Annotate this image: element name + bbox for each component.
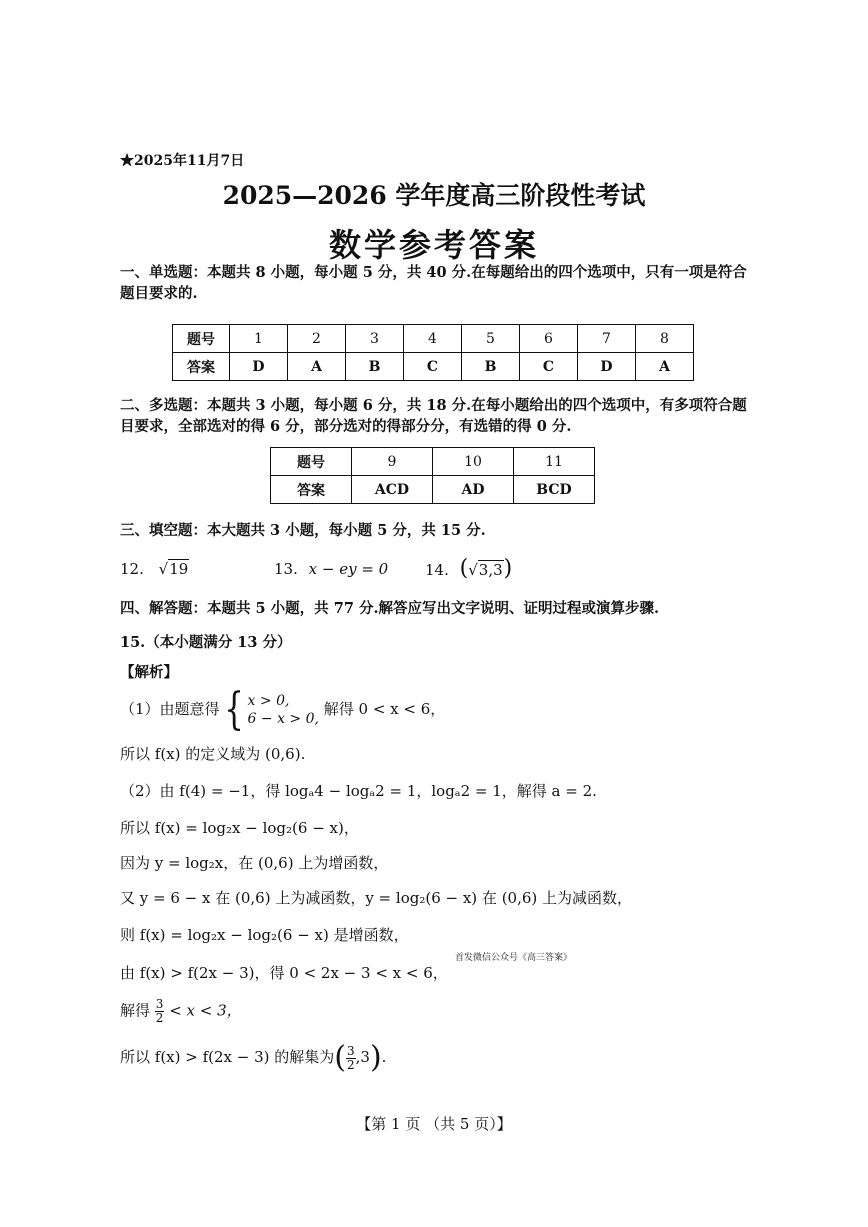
table-cell: B xyxy=(462,353,520,381)
table-cell: 8 xyxy=(636,325,694,353)
table-row xyxy=(271,448,595,476)
text: （1）由题意得 xyxy=(120,700,220,718)
table-cell: B xyxy=(346,353,404,381)
exam-title: 2025—2026 学年度高三阶段性考试 xyxy=(222,181,646,210)
watermark: 首发微信公众号《高三答案》 xyxy=(455,953,573,963)
text: . xyxy=(381,1048,387,1066)
text: 解得 xyxy=(120,1001,151,1020)
solution-line-2: 所以 f(x) 的定义域为 (0,6). xyxy=(120,745,306,763)
exam-subtitle: 数学参考答案 xyxy=(328,226,539,264)
table-cell: 11 xyxy=(514,448,595,476)
row-label: 题号 xyxy=(271,448,352,476)
table-cell: BCD xyxy=(514,476,595,504)
system-line: 6 − x > 0, xyxy=(247,711,319,727)
question-number: 14. xyxy=(425,561,449,579)
table-row xyxy=(271,476,595,504)
fraction-numerator: 3 xyxy=(346,1043,355,1058)
table-cell: 3 xyxy=(346,325,404,353)
answer-value: x − ey = 0 xyxy=(308,560,389,578)
fraction-numerator: 3 xyxy=(155,997,164,1011)
page-footer: 【第 1 页 （共 5 页）】 xyxy=(356,1115,512,1133)
table-cell: D xyxy=(578,353,636,381)
table-cell: ACD xyxy=(352,476,433,504)
solution-line-1: （1）由题意得{ x > 0, 6 − x > 0, 解得 0 < x < 6， xyxy=(120,684,446,735)
solution-line-4: 所以 f(x) = log₂x − log₂(6 − x)， xyxy=(120,819,359,837)
table-cell: 7 xyxy=(578,325,636,353)
table-cell: A xyxy=(288,353,346,381)
analysis-label: 【解析】 xyxy=(120,664,178,681)
table-cell: C xyxy=(520,353,578,381)
table-row xyxy=(173,353,694,381)
question-15-title: 15.（本小题满分 13 分） xyxy=(120,634,292,651)
section2-heading: 二、多选题：本题共 3 小题，每小题 6 分，共 18 分.在每小题给出的四个选项中，有多项符合题目要求，全部选对的得 6 分，部分选对的得部分分，有选错的得 0 分. xyxy=(120,397,747,435)
row-label: 答案 xyxy=(173,353,230,381)
answer-12: 12. √19 xyxy=(120,560,189,578)
fraction-denominator: 2 xyxy=(155,1011,164,1025)
solution-line-10: 所以 f(x) > f(2x − 3) 的解集为( $\frac{3}{2}$ ,3). xyxy=(120,1040,387,1075)
system-line: x > 0, xyxy=(247,693,290,709)
solution-line-6: 又 y = 6 − x 在 (0,6) 上为减函数，y = log₂(6 − x) 在 (0,6) 上为减函数， xyxy=(120,889,633,907)
text: 解得 0 < x < 6， xyxy=(323,700,446,718)
section3-heading: 三、填空题：本大题共 3 小题，每小题 5 分，共 15 分. xyxy=(120,522,486,539)
table-cell: 9 xyxy=(352,448,433,476)
row-label: 题号 xyxy=(173,325,230,353)
single-choice-table xyxy=(172,324,694,381)
solution-line-3: （2）由 f(4) = −1，得 logₐ4 − logₐ2 = 1，logₐ2 = 1，解得 a = 2. xyxy=(120,782,597,800)
section1-heading: 一、单选题：本题共 8 小题，每小题 5 分，共 40 分.在每题给出的四个选项中，只有一项是符合题目要求的. xyxy=(120,264,747,302)
text: 所以 f(x) > f(2x − 3) 的解集为 xyxy=(120,1048,335,1066)
table-cell: 5 xyxy=(462,325,520,353)
table-cell: 2 xyxy=(288,325,346,353)
question-number: 13. xyxy=(274,560,298,578)
exam-date: ★2025年11月7日 xyxy=(120,153,245,169)
answer-value: 3,3 xyxy=(478,561,503,579)
answer-14: 14. (√3,3) xyxy=(425,556,513,581)
answer-value: 19 xyxy=(169,560,189,578)
table-cell: 10 xyxy=(433,448,514,476)
table-cell: D xyxy=(230,353,288,381)
solution-line-9 xyxy=(120,998,242,1025)
table-cell: C xyxy=(404,353,462,381)
section4-heading: 四、解答题：本题共 5 小题，共 77 分.解答应写出文字说明、证明过程或演算步骤. xyxy=(120,600,660,617)
table-cell: 6 xyxy=(520,325,578,353)
text: ,3 xyxy=(355,1048,370,1066)
solution-line-8: 由 f(x) > f(2x − 3)，得 0 < 2x − 3 < x < 6， xyxy=(120,964,448,982)
text: < x < 3， xyxy=(169,1001,242,1020)
table-cell: 1 xyxy=(230,325,288,353)
question-number: 12. xyxy=(120,560,144,578)
row-label: 答案 xyxy=(271,476,352,504)
table-row xyxy=(173,325,694,353)
fraction-denominator: 2 xyxy=(346,1057,355,1072)
table-cell: 4 xyxy=(404,325,462,353)
table-cell: AD xyxy=(433,476,514,504)
multiple-choice-table xyxy=(270,447,595,504)
table-cell: A xyxy=(636,353,694,381)
answer-13 xyxy=(274,560,388,578)
solution-line-5: 因为 y = log₂x，在 (0,6) 上为增函数， xyxy=(120,854,389,872)
solution-line-7: 则 f(x) = log₂x − log₂(6 − x) 是增函数， xyxy=(120,926,409,944)
